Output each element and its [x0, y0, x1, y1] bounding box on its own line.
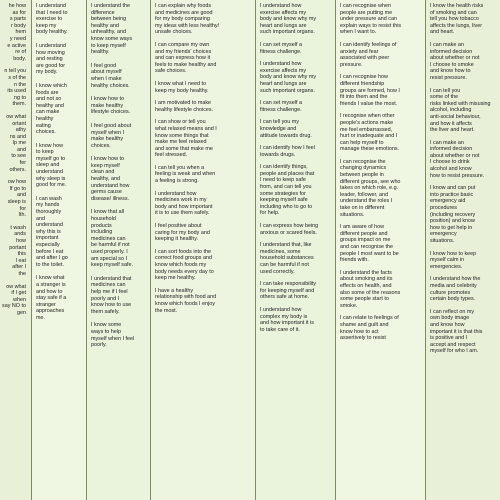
table-cell: I can reflect on my own body image and know how important it is that this is positive and I accept and respect myself for who I am. — [430, 308, 483, 355]
table-cell: I know which foods are and not so healthy and can make healthy eating choices. — [36, 82, 67, 136]
table-cell: I can identify things, people and places that I need to keep safe from, and can tell you some strategies for keeping myself safe including who to go to for help. — [260, 164, 315, 217]
table-cell: ow what if I get when say NO to gen — [2, 283, 26, 316]
table-cell: I can identify how I feel towards drugs. — [260, 145, 315, 158]
table-cell: I am aware of how different people and groups impact on me and can recognise the people I most want to be friends with. — [340, 224, 399, 264]
table-cell: I know what a stranger is and how to stay safe if a stranger approaches me. — [36, 275, 67, 321]
table-cell: I understand that I need to exercise to keep my body healthy. — [36, 3, 68, 36]
column-1 — [0, 0, 31, 500]
table-cell: I can wash my hands thoroughly and understand why this is important especially before I eat and after I go to the toilet. — [36, 195, 68, 268]
table-cell: I can explain why foods and medicines are good for my body comparing my ideas with less healthy/ unsafe choices. — [155, 3, 220, 36]
table-cell: I know the health risks of smoking and can tell you how tobacco affects the lungs, liver and heart. — [430, 3, 484, 36]
table-cell: I can compare my own and my friends' choices and can express how it feels to make healthy and safe choices. — [155, 41, 217, 75]
table-cell: I know how to keep myself go to sleep and understand why sleep is good for me. — [36, 142, 67, 189]
column-4 — [150, 0, 255, 500]
table-cell: I understand how medicines work in my body and how important it is to use them safely. — [155, 190, 213, 217]
table-cell: I understand that medicines can help me if I feel poorly and I know how to use them safely. — [91, 275, 132, 315]
table-cell: I can express how being anxious or scared feels. — [260, 223, 319, 236]
table-cell: I can tell you when a feeling is weak and when a feeling is strong. — [155, 164, 216, 185]
column-6 — [335, 0, 425, 500]
table-cell: I feel good about myself when I make healthy choices. — [91, 62, 130, 89]
table-cell: I understand the facts about smoking and its effects on health, and also some of the reasons some people start to smoke. — [340, 269, 401, 309]
table-cell: I know that all household products including medicines can be harmful if not used properly. I am special so I keep myself safe. — [91, 209, 133, 269]
table-cell: I can make an informed decision about whether or not I choose to smoke and know how to resist pressure. — [430, 41, 480, 81]
table-cell: I feel good about myself when I make healthy choices. — [91, 122, 132, 149]
table-cell: I understand the difference between being healthy and unhealthy, and know some ways to keep myself healthy. — [91, 3, 133, 56]
table-cell: I understand how moving and resting are good for my body. — [36, 42, 66, 76]
table-cell: I understand how complex my body is and how important it is to take care of it. — [260, 306, 314, 333]
table-cell: I can set myself a fitness challenge. — [260, 41, 302, 55]
table-cell: I can take responsibility for keeping myself and others safe at home. — [260, 281, 317, 301]
table-cell: I know how to keep myself clean and healthy, and understand how germs cause disease/ illness. — [91, 156, 130, 202]
table-cell: I can tell you some of the risks linked with misusing alcohol, including anti-social behaviour, and how it affects the liver and heart. — [430, 87, 491, 134]
table-cell: I know how to keep myself calm in emergencies. — [430, 250, 477, 270]
table-cell: he how as for s parts r body hem y need e active re of body. — [7, 3, 26, 62]
table-cell: t wash ands how portant this I eat after I the — [9, 224, 26, 277]
table-cell: ow how If go to and sleep is for lth. — [7, 179, 26, 219]
table-cell: ow what ortant athy ns and lp me and to see fer others. — [6, 113, 26, 173]
column-3 — [86, 0, 150, 500]
table-cell: I am motivated to make healthy lifestyle choices. — [155, 100, 214, 113]
column-7 — [425, 0, 500, 500]
table-cell: I feel positive about caring for my body and keeping it healthy. — [155, 223, 210, 243]
table-cell: I know how to make healthy lifestyle choices. — [91, 96, 131, 116]
table-cell: I understand how exercise affects my body and know why my heart and lungs are such important organs. — [260, 3, 317, 36]
table-cell: I can recognise when people are putting me under pressure and can explain ways to resist this when I want to. — [340, 3, 402, 36]
table-cell: I can make an informed decision about whether or not I choose to drink alcohol and know how to resist pressure. — [430, 139, 485, 179]
table-cell: I know and can put into practice basic emergency aid procedures (including recovery position) and know how to get help in emergency situations. — [430, 185, 476, 244]
table-cell: I know some ways to help myself when I feel poorly. — [91, 322, 135, 349]
table-cell: I can set myself a fitness challenge. — [260, 100, 302, 113]
table-cell: I understand how the media and celebrity culture promotes certain body types. — [430, 276, 481, 303]
table-cell: I can recognise how different friendship groups are formed, how I fit into them and the friends I value the most. — [340, 74, 400, 107]
table-cell: I can recognise the changing dynamics between people in different groups, see who takes on which role, e.g. leader, follower, and understand the roles I take on in different situations. — [340, 158, 401, 218]
table-cell: I can sort foods into the correct food groups and know which foods my body needs every day to keep me healthy. — [155, 248, 214, 282]
table-cell: I have a healthy relationship with food and know which foods I enjoy the most. — [155, 287, 217, 314]
table-cell: I can identify feelings of anxiety and fear associated with peer pressure. — [340, 41, 397, 68]
table-cell: n tell you s of the n the its used ng to them. — [4, 68, 26, 108]
column-5 — [255, 0, 335, 500]
table-cell: I know what I need to keep my body healthy. — [155, 80, 209, 94]
table-cell: I understand how exercise affects my body and know why my heart and lungs are such important organs. — [260, 61, 317, 94]
table-cell: I can show or tell you what relaxed means and I know some things that make me feel relaxed and some that make me feel stressed. — [155, 119, 217, 159]
column-2 — [31, 0, 86, 500]
table-cell: I recognise when other people's actions make me feel embarrassed, hurt or inadequate and I can help myself to manage these emotions. — [340, 113, 400, 153]
table-cell: I can tell you my knowledge and attitude towards drug. — [260, 119, 312, 139]
table-cell: I understand that, like medicines, some household substances can be harmful if not used correctly. — [260, 242, 314, 275]
table-cell: I can relate to feelings of shame and guilt and know how to act assertively to resist — [340, 315, 399, 342]
